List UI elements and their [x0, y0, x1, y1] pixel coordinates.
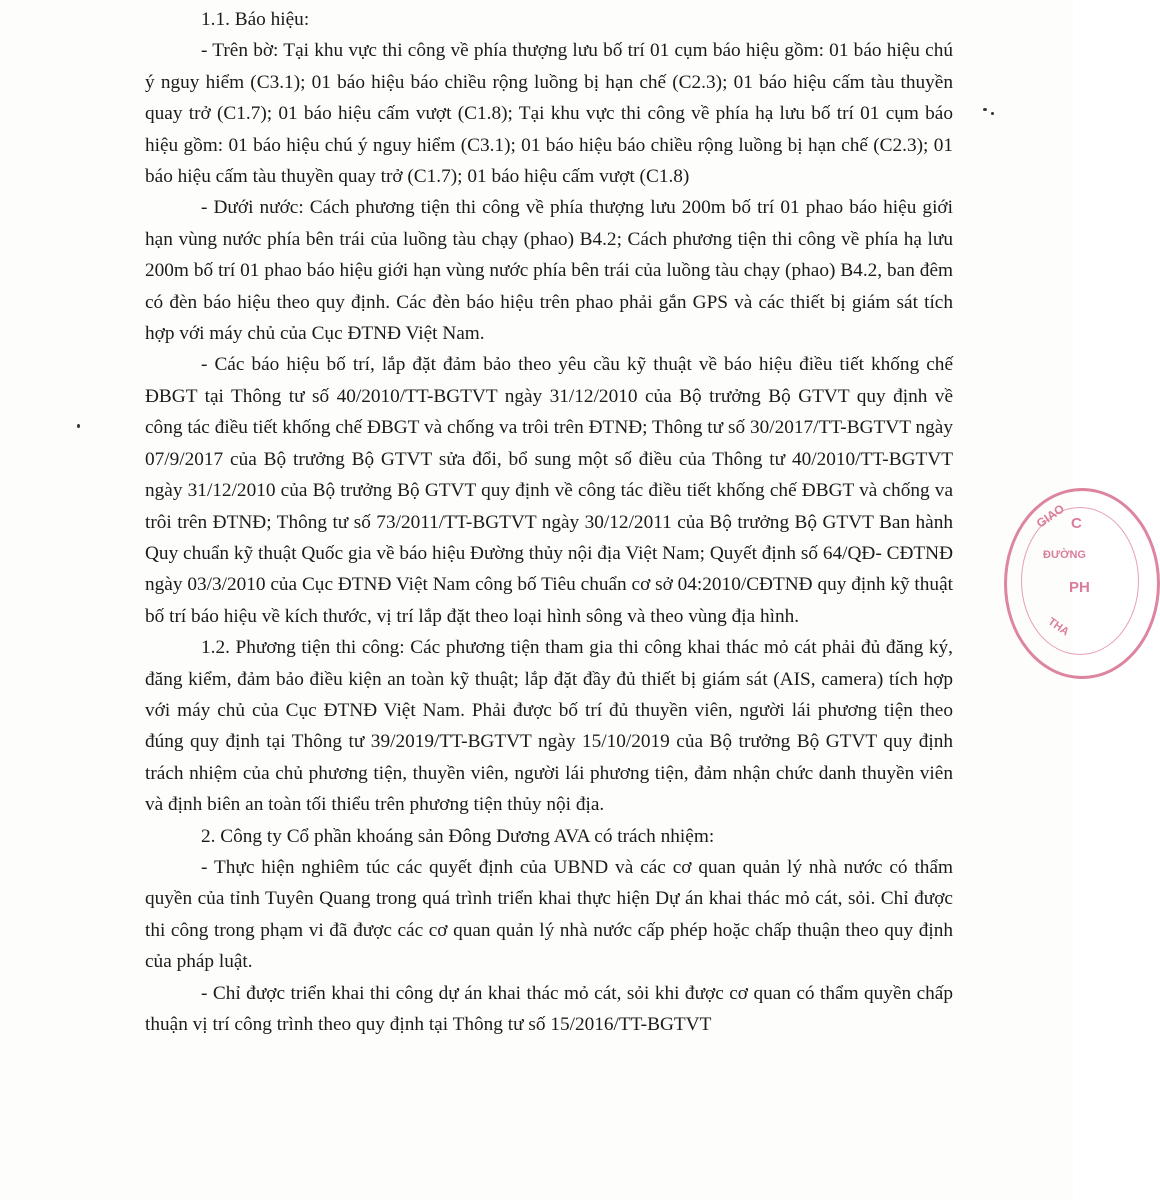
seal-text-5: THA	[1045, 615, 1072, 639]
paragraph-tren-bo: - Trên bờ: Tại khu vực thi công về phía thượng lưu bố trí 01 cụm báo hiệu gồm: 01 báo hiệu chú ý nguy hiểm (C3.1); 01 báo hiệu báo chiều rộng luồng bị hạn chế (C2.3); 01 báo hiệu cấm tàu thuyền quay trở (C1.7); 01 báo hiệu cấm vượt (C1.8); Tại khu vực thi công về phía hạ lưu bố trí 01 cụm báo hiệu gồm: 01 báo hiệu chú ý nguy hiểm (C3.1); 01 báo hiệu báo chiều rộng luồng bị hạn chế (C2.3); 01 báo hiệu cấm tàu thuyền quay trở (C1.7); 01 báo hiệu cấm vượt (C1.8)	[145, 40, 953, 188]
document-body	[145, 4, 953, 1040]
seal-text-4: PH	[1069, 579, 1090, 596]
paragraph-cac-bao-hieu: - Các báo hiệu bố trí, lắp đặt đảm bảo theo yêu cầu kỹ thuật về báo hiệu điều tiết khống chế ĐBGT tại Thông tư số 40/2010/TT-BGTVT ngày 31/12/2010 của Bộ trưởng Bộ GTVT quy định về công tác điều tiết khống chế ĐBGT và chống va trôi trên ĐTNĐ; Thông tư số 30/2017/TT-BGTVT ngày 07/9/2017 của Bộ trưởng Bộ GTVT sửa đổi, bổ sung một số điều của Thông tư 40/2010/TT-BGTVT ngày 31/12/2010 của Bộ trưởng Bộ GTVT quy định về công tác điều tiết khống chế ĐBGT và chống va trôi trên ĐTNĐ; Thông tư số 73/2011/TT-BGTVT ngày 30/12/2011 của Bộ trưởng Bộ GTVT Ban hành Quy chuẩn kỹ thuật Quốc gia về báo hiệu Đường thủy nội địa Việt Nam; Quyết định số 64/QĐ- CĐTNĐ ngày 03/3/2010 của Cục ĐTNĐ Việt Nam công bố Tiêu chuẩn cơ sở 04:2010/CĐTNĐ quy định kỹ thuật bố trí báo hiệu về kích thước, vị trí lắp đặt theo loại hình sông và theo vùng địa hình.	[145, 354, 953, 627]
paragraph-phuong-tien: 1.2. Phương tiện thi công: Các phương tiện tham gia thi công khai thác mỏ cát phải đủ đăng ký, đăng kiểm, đảm bảo điều kiện an toàn kỹ thuật; lắp đặt đầy đủ thiết bị giám sát (AIS, camera) tích hợp với máy chủ của Cục ĐTNĐ Việt Nam. Phải được bố trí đủ thuyền viên, người lái phương tiện theo đúng quy định tại Thông tư 39/2019/TT-BGTVT ngày 15/10/2019 của Bộ trưởng Bộ GTVT quy định trách nhiệm của chủ phương tiện, thuyền viên, người lái phương tiện, đảm nhận chức danh thuyền viên và định biên an toàn tối thiểu trên phương tiện thủy nội địa.	[145, 637, 953, 816]
seal-text-2: C	[1071, 515, 1082, 532]
paragraph-chi-duoc: - Chỉ được triển khai thi công dự án khai thác mỏ cát, sỏi khi được cơ quan có thẩm quyền chấp thuận vị trí công trình theo quy định tại Thông tư số 15/2016/TT-BGTVT	[145, 982, 953, 1035]
heading-bao-hieu: 1.1. Báo hiệu:	[201, 9, 310, 30]
scan-speck	[983, 108, 987, 111]
seal-text-3: ĐƯỜNG	[1043, 549, 1086, 561]
seal-text-1: GIAO	[1033, 501, 1067, 531]
scan-speck	[991, 112, 994, 115]
scan-speck	[77, 424, 80, 428]
paragraph-duoi-nuoc: - Dưới nước: Cách phương tiện thi công về phía thượng lưu 200m bố trí 01 phao báo hiệu giới hạn vùng nước phía bên trái của luồng tàu chạy (phao) B4.2; Cách phương tiện thi công về phía hạ lưu 200m bố trí 01 phao báo hiệu giới hạn vùng nước phía bên trái của luồng tàu chạy (phao) B4.2, ban đêm có đèn báo hiệu theo quy định. Các đèn báo hiệu trên phao phải gắn GPS và các thiết bị giám sát tích hợp với máy chủ của Cục ĐTNĐ Việt Nam.	[145, 197, 953, 345]
paragraph-thuc-hien: - Thực hiện nghiêm túc các quyết định của UBND và các cơ quan quản lý nhà nước có thẩm quyền của tỉnh Tuyên Quang trong quá trình triển khai thực hiện Dự án khai thác mỏ cát, sỏi. Chỉ được thi công trong phạm vi đã được các cơ quan quản lý nhà nước cấp phép hoặc chấp thuận theo quy định của pháp luật.	[145, 856, 953, 973]
official-seal	[1004, 488, 1160, 679]
heading-cong-ty: 2. Công ty Cổ phần khoáng sản Đông Dương AVA có trách nhiệm:	[201, 825, 715, 847]
